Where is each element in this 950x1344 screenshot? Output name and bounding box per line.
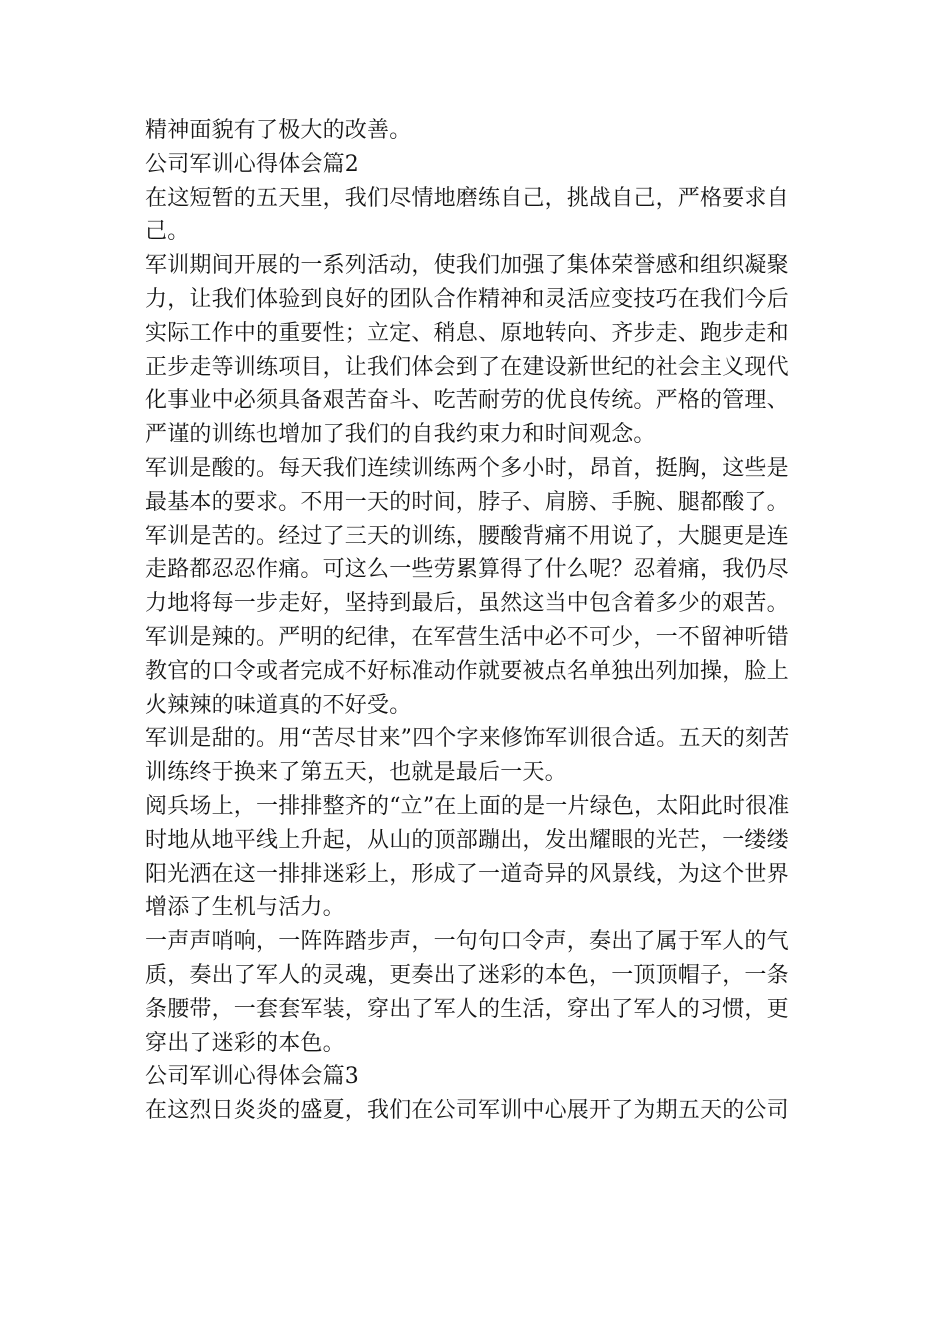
document-body [145,114,810,1128]
paragraph: 军训是酸的。每天我们连续训练两个多小时，昂首，挺胸，这些是最基本的要求。不用一天的时间，脖子、肩膀、手腕、腿都酸了。 [145,455,789,515]
paragraph: 在这烈日炎炎的盛夏，我们在公司军训中心展开了为期五天的公司 [145,1098,789,1124]
paragraph: 在这短暂的五天里，我们尽情地磨练自己，挑战自己，严格要求自己。 [145,185,789,245]
paragraph: 军训期间开展的一系列活动，使我们加强了集体荣誉感和组织凝聚力，让我们体验到良好的团队合作精神和灵活应变技巧在我们今后实际工作中的重要性；立定、稍息、原地转向、齐步走、跑步走和正步走等训练项目，让我们体会到了在建设新世纪的社会主义现代化事业中必须具备艰苦奋斗、吃苦耐劳的优良传统。严格的管理、严谨的训练也增加了我们的自我约束力和时间观念。 [145,253,789,448]
paragraph: 精神面貌有了极大的改善。 [145,118,412,143]
paragraph: 军训是辣的。严明的纪律，在军营生活中必不可少，一不留神听错教官的口令或者完成不好标准动作就要被点名单独出列加操，脸上火辣辣的味道真的不好受。 [145,624,789,718]
paragraph: 军训是苦的。经过了三天的训练，腰酸背痛不用说了，大腿更是连走路都忍忍作痛。可这么一些劳累算得了什么呢？忍着痛，我仍尽力地将每一步走好，坚持到最后，虽然这当中包含着多少的艰苦。 [145,523,789,617]
paragraph: 一声声哨响，一阵阵踏步声，一句句口令声，奏出了属于军人的气质，奏出了军人的灵魂，更奏出了迷彩的本色，一顶顶帽子，一条条腰带，一套套军装，穿出了军人的生活，穿出了军人的习惯，更穿出了迷彩的本色。 [145,929,789,1056]
paragraph: 阅兵场上，一排排整齐的“立”在上面的是一片绿色，太阳此时很准时地从地平线上升起，从山的顶部蹦出，发出耀眼的光芒，一缕缕阳光洒在这一排排迷彩上，形成了一道奇异的风景线，为这个世界增添了生机与活力。 [145,793,790,921]
section-heading: 公司军训心得体会篇3 [145,1064,359,1090]
section-heading: 公司军训心得体会篇2 [145,151,359,177]
paragraph: 军训是甜的。用“苦尽甘来”四个字来修饰军训很合适。五天的刻苦训练终于换来了第五天，也就是最后一天。 [145,726,790,786]
